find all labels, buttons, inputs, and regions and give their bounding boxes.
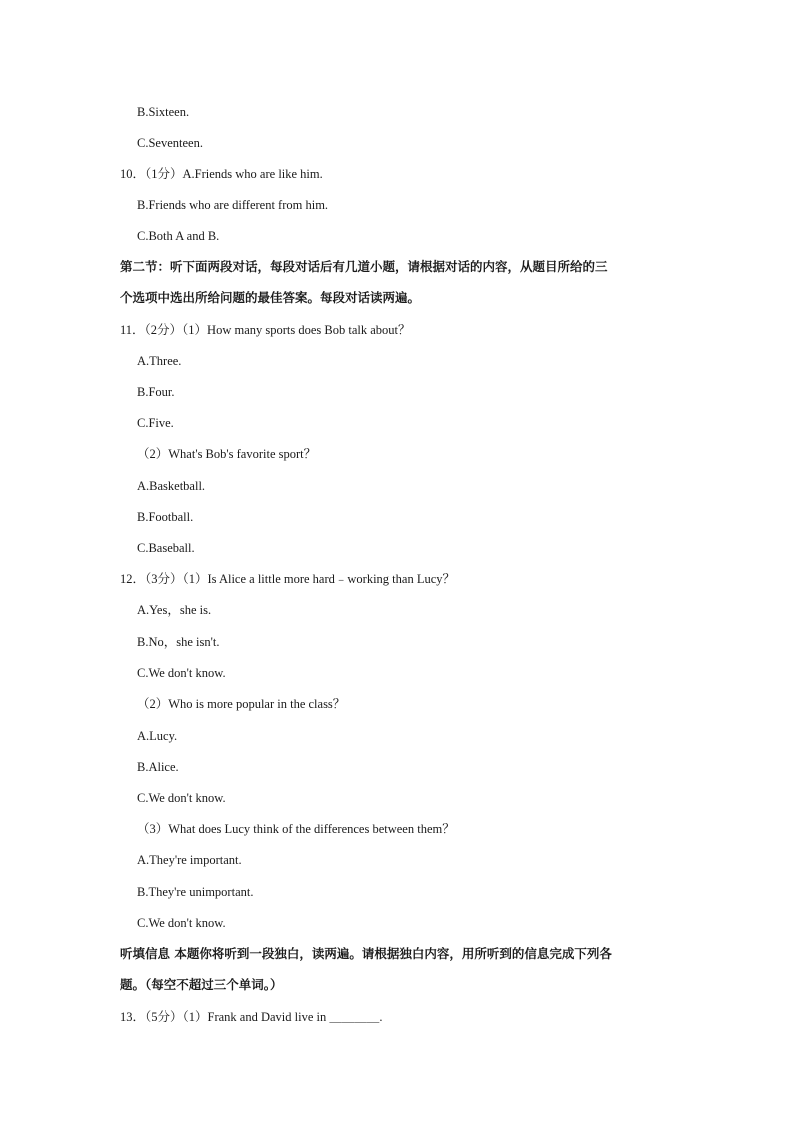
q11-2-option-c: C.Baseball.	[137, 541, 195, 555]
q11-stem: 11．（2分）（1）How many sports does Bob talk about？	[120, 323, 411, 337]
q11-2-option-b: B.Football.	[137, 510, 194, 524]
q12-2-option-a: A.Lucy.	[137, 729, 178, 743]
q10-stem: 10．（1分）A.Friends who are like him.	[120, 167, 323, 181]
section2-instruction-line2: 个选项中选出所给问题的最佳答案。每段对话读两遍。	[120, 290, 421, 305]
section2-instruction-line1: 第二节：听下面两段对话，每段对话后有几道小题，请根据对话的内容，从题目所给的三	[120, 259, 608, 274]
q12-1-option-b: B.No，she isn't.	[137, 635, 220, 649]
q12-3-option-a: A.They're important.	[137, 853, 242, 867]
q11-2-stem: （2）What's Bob's favorite sport？	[137, 447, 317, 461]
q12-1-option-a: A.Yes，she is.	[137, 603, 212, 617]
q11-1-option-b: B.Four.	[137, 385, 175, 399]
section3-instruction-line2: 题。（每空不超过三个单词。）	[120, 977, 283, 992]
q9-option-c: C.Seventeen.	[137, 136, 203, 150]
q12-3-option-b: B.They're unimportant.	[137, 885, 254, 899]
q12-stem: 12．（3分）（1）Is Alice a little more hard﹣working than Lucy？	[120, 572, 456, 586]
q9-option-b: B.Sixteen.	[137, 105, 190, 119]
q11-1-option-a: A.Three.	[137, 354, 182, 368]
q10-option-c: C.Both A and B.	[137, 229, 220, 243]
q12-2-stem: （2）Who is more popular in the class？	[137, 697, 346, 711]
q10-option-b: B.Friends who are different from him.	[137, 198, 329, 212]
q12-2-option-b: B.Alice.	[137, 760, 179, 774]
q12-1-option-c: C.We don't know.	[137, 666, 226, 680]
q12-3-stem: （3）What does Lucy think of the differences between them？	[137, 822, 455, 836]
q13-stem: 13．（5分）（1）Frank and David live in ＿＿＿＿.	[120, 1010, 383, 1024]
q11-2-option-a: A.Basketball.	[137, 479, 206, 493]
q12-2-option-c: C.We don't know.	[137, 791, 226, 805]
q12-3-option-c: C.We don't know.	[137, 916, 226, 930]
section3-instruction-line1: 听填信息 本题你将听到一段独白，读两遍。请根据独白内容，用所听到的信息完成下列各	[120, 946, 612, 961]
q11-1-option-c: C.Five.	[137, 416, 174, 430]
